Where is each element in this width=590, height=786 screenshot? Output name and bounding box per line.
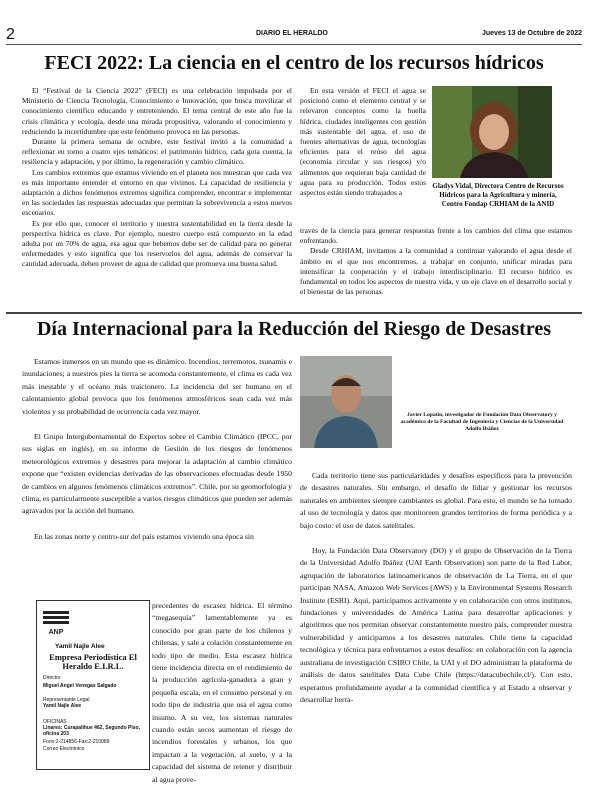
offices-label: OFICINAS — [43, 719, 67, 725]
newspaper-name: DIARIO EL HERALDO — [256, 30, 328, 37]
owner-name: Yamil Najle Alee — [55, 643, 105, 650]
article1-column2-wide — [300, 226, 572, 297]
javier-lopatin-caption: Javier Lopatin, investigador de Fundación Data Observatory y académico de la Facultad de Ingeniería y Ciencias de la Universidad Adolfo Ibáñez — [400, 412, 564, 432]
article1-column1 — [22, 86, 292, 270]
legal-label: Representante Legal — [43, 697, 90, 703]
paragraph: El Grupo Intergubernamental de Expertos sobre el Cambio Climático (IPCC, por sus siglas en inglés), en su informe de Gestión de los riesgos de fenómenos meteorológicos extremos y desastres para mejorar la adaptación al cambio climático expone que “existen evidencias derivadas de las observaciones efectuadas desde 1950 de cambios en algunos fenómenos climáticos extremos”. Chile, por su geomorfología y clima, es particularmente susceptible a varios riesgos climáticos que pueden ser además agravados por la acción del humano. — [22, 432, 292, 516]
paragraph: Cada territorio tiene sus particularidades y desafíos específicos para la prevención de desastres naturales. Sin embargo, el desafío de lidiar y gestionar los recursos naturales en ambientes siempre cambiantes es global. Para esto, el mundo se ha tornado al uso de tecnología y datos que monitoreen grandes territorios de forma periódica y a bajo costo: el uso de datos satelitales. — [300, 471, 572, 530]
javier-lopatin-photo — [300, 356, 392, 448]
paragraph: Los cambios extremos que estamos viviendo en el planeta nos muestran que cada vez es más importante entender el entorno en que vivimos. La capacidad de resiliencia y adaptación a dichos fenómenos extremos significa comprender, encontrar e implementar en las sociedades las respuestas adecuadas que permitan la sobrevivencia a estos nuevos escenarios. — [22, 167, 292, 218]
paragraph: En esta versión el FECI el agua se posicionó como el elemento central y se relevaron conceptos como la huella hídrica, ciudades inteligentes con gestión más sustentable del agua, el uso de fuentes alternativas de agua, tecnologías eficientes para el reúso del agua (economía circular y sus riesgos) y/o alimentos que requieran baja cantidad de agua para su producción. Todos estos aspectos están siendo trabajados a — [300, 86, 426, 198]
paragraph: El “Festival de la Ciencia 2022” (FECI) es una celebración impulsada por el Ministerio de Ciencia Tecnología, Conocimiento e Innovación, que busca movilizar el conocimiento científico educando y entreteniendo. El tema central de este año fue la crisis climática y ecología, desde una mirada propositiva, valorando el conocimiento y reduciendo la incertidumbre que este fenómeno provoca en las personas. — [22, 86, 292, 136]
email-label: Correo Electrónico — [43, 746, 85, 752]
legal-name: Yamil Najle Alee — [43, 703, 82, 709]
masthead-box — [36, 600, 150, 770]
director-label: Director — [43, 675, 61, 681]
paragraph: Hoy, la Fundación Data Observatory (DO) y el grupo de Observación de la Tierra de la Universidad Adolfo Ibáñez (UAI Earth Observation) son parte de la Red Labot, agrupación de laboratorios latinoamericanos de observación de La Tierra, en el que participan NASA, Amazon Web Services (AWS) y la Environmental Systems Research Institute (ESRI). Aquí, participamos activamente y en colaboración con otros institutos, fundaciones y universidades de América Latina para desarrollar aplicaciones y algoritmos que nos permitan observar constantemente nuestro país, comprender nuestra vulnerabilidad y anticiparnos a los desastres naturales. Chile tiene la capacidad tecnológica y técnica para enfrentarnos a estos desafíos: en colaboración con la agencia australiana de investigación CSIRO Chile, la UAI y el DO administran la plataforma de análisis de datos satelitales Data Cube Chile (https://datacubechile.cl/). Con esto, esperamos profundamente ayudar a la comunidad científica y al Estado a observar y desarrollar herra- — [300, 546, 572, 704]
article2-column2 — [300, 470, 572, 706]
header-rule — [6, 44, 582, 45]
paragraph: Durante la primera semana de octubre, este festival invitó a la comunidad a reflexionar en torno a cuatro ejes temáticos: el patrimonio hídrico, cada gota cuenta, la resiliencia y adaptación, y por último, la regeneración y cambio climático. — [22, 137, 292, 167]
article1-title: FECI 2022: La ciencia en el centro de los recursos hídricos — [44, 52, 544, 74]
page-number: 2 — [6, 26, 15, 43]
paragraph: precedentes de escasez hídrica. El término “megasequía” lamentablemente ya es conocido por gran parte de los chilenos y chilenas, y sale a colación constantemente en todo tipo de medio. Esta escasez hídrica tiene incidencia directa en el rendimiento de la producción agrícola-ganadera a gran y pequeña escala, en el consumo personal y en todo tipo de industria que usa el agua como insumo. A su vez, los sistemas naturales cuando están secos aumentan el riesgo de incendios forestales y urbanos, los que impactan a la vegetación, al suelo, y a la capacidad del sistema de retener y distribuir al agua prove- — [152, 601, 292, 784]
gladys-vidal-photo — [432, 86, 552, 178]
article1-column2-narrow — [300, 86, 426, 198]
paragraph: En las zonas norte y centro-sur del país estamos viviendo una época sin — [34, 531, 254, 541]
anp-logo — [41, 605, 71, 635]
office-phones: Fono:2-214856-Fax:2-210089 — [43, 739, 110, 745]
anp-logo-text: ANP — [48, 629, 64, 635]
article2-column1-top — [22, 356, 292, 543]
director-name: Miguel Angel Venegas Salgado — [43, 683, 117, 689]
article2-title: Día Internacional para la Reducción del Riesgo de Desastres — [36, 318, 552, 340]
paragraph: través de la ciencia para generar respuestas frente a los cambios del clima que estamos enfrentando. — [300, 226, 572, 246]
page-header — [6, 26, 582, 44]
company-name: Empresa Periodística El Heraldo E.I.R.L. — [49, 652, 137, 671]
paragraph: Desde CRHIAM, invitamos a la comunidad a continuar valorando el agua desde el ámbito en el que nos encontremos, a trabajar en conjunto, unificar miradas para intensificar la cooperación y el trabajo interdisciplinario. El recurso hídrico es fundamental en todos los aspectos de nuestra vida, y un eje clave en el desarrollo social y el bienestar de las personas. — [300, 246, 572, 297]
office-address: Linares: Curapalihue 462, Segundo Piso, oficina 203 — [43, 725, 140, 737]
paragraph: Estamos inmersos en un mundo que es dinámico. Incendios, terremotos, tsunamis e inundaciones; a nuestros pies la tierra se acomoda constantemente, el clima es cada vez más inestable y el océano más traicionero. La incidencia del ser humano en el calentamiento global provoca que los fenómenos atmosféricos sean cada vez más violentos y su probabilidad de ocurrencia cada vez mayor. — [22, 357, 292, 416]
issue-date: Jueves 13 de Octubre de 2022 — [482, 30, 582, 37]
article-separator — [6, 312, 582, 314]
paragraph: Es por ello que, conocer el territorio y nuestra sustentabilidad en la tierra desde la perspectiva hídrica es clave. Por ejemplo, nuestro cuerpo está compuesto en la edad adulta por un 70% de agua, esa agua que bebemos debe ser de calidad para no generar enfermedades y esto significa que los reservorios del agua, además de conservar la cantidad adecuada, deben proveer de agua de calidad que promueva una buena salud. — [22, 218, 292, 269]
article2-column1-bottom — [152, 600, 292, 786]
gladys-vidal-caption: Gladys Vidal, Directora Centro de Recursos Hídricos para la Agricultura y minería, Centro Fondap CRHIAM de la ANID — [432, 182, 564, 208]
